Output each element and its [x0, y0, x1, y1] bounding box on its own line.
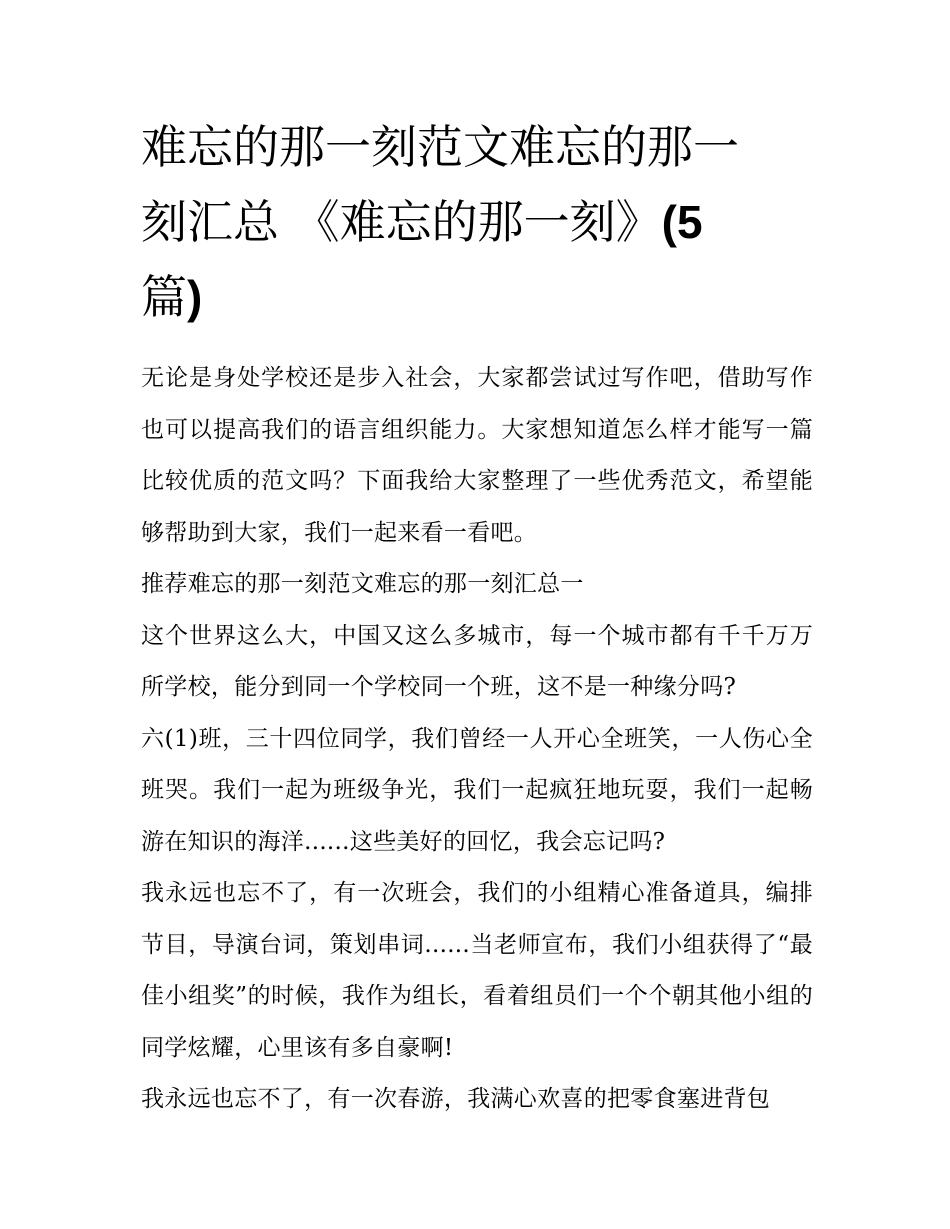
body-paragraph: 这个世界这么大，中国又这么多城市，每一个城市都有千千万万所学校，能分到同一个学校同一个班，这不是一种缘分吗?	[141, 622, 813, 700]
document-body	[141, 353, 813, 1126]
body-paragraph: 我永远也忘不了，有一次班会，我们的小组精心准备道具，编排节目，导演台词，策划串词......当老师宣布，我们小组获得了“最佳小组奖”的时候，我作为组长，看着组员们一个个朝其他小组的同学炫耀，心里该有多自豪啊!	[141, 880, 813, 1061]
body-paragraph: 六(1)班，三十四位同学，我们曾经一人开心全班笑，一人伤心全班哭。我们一起为班级争光，我们一起疯狂地玩耍，我们一起畅游在知识的海洋......这些美好的回忆，我会忘记吗?	[141, 725, 813, 855]
document-title	[141, 110, 813, 335]
title-line-1: 难忘的那一刻范文难忘的那一	[141, 120, 739, 174]
title-closing-paren: )	[187, 271, 203, 323]
title-line-2: 刻汇总 《难忘的那一刻》	[141, 195, 662, 249]
body-paragraph: 我永远也忘不了，有一次春游，我满心欢喜的把零食塞进背包	[141, 1086, 771, 1112]
title-line-3: 篇	[141, 270, 187, 324]
section-heading: 推荐难忘的那一刻范文难忘的那一刻汇总一	[141, 571, 584, 597]
document-page	[141, 110, 813, 1126]
intro-paragraph: 无论是身处学校还是步入社会，大家都尝试过写作吧，借助写作也可以提高我们的语言组织能力。大家想知道怎么样才能写一篇比较优质的范文吗？下面我给大家整理了一些优秀范文，希望能够帮助到大家，我们一起来看一看吧。	[141, 365, 813, 546]
title-count: (5	[661, 196, 703, 248]
